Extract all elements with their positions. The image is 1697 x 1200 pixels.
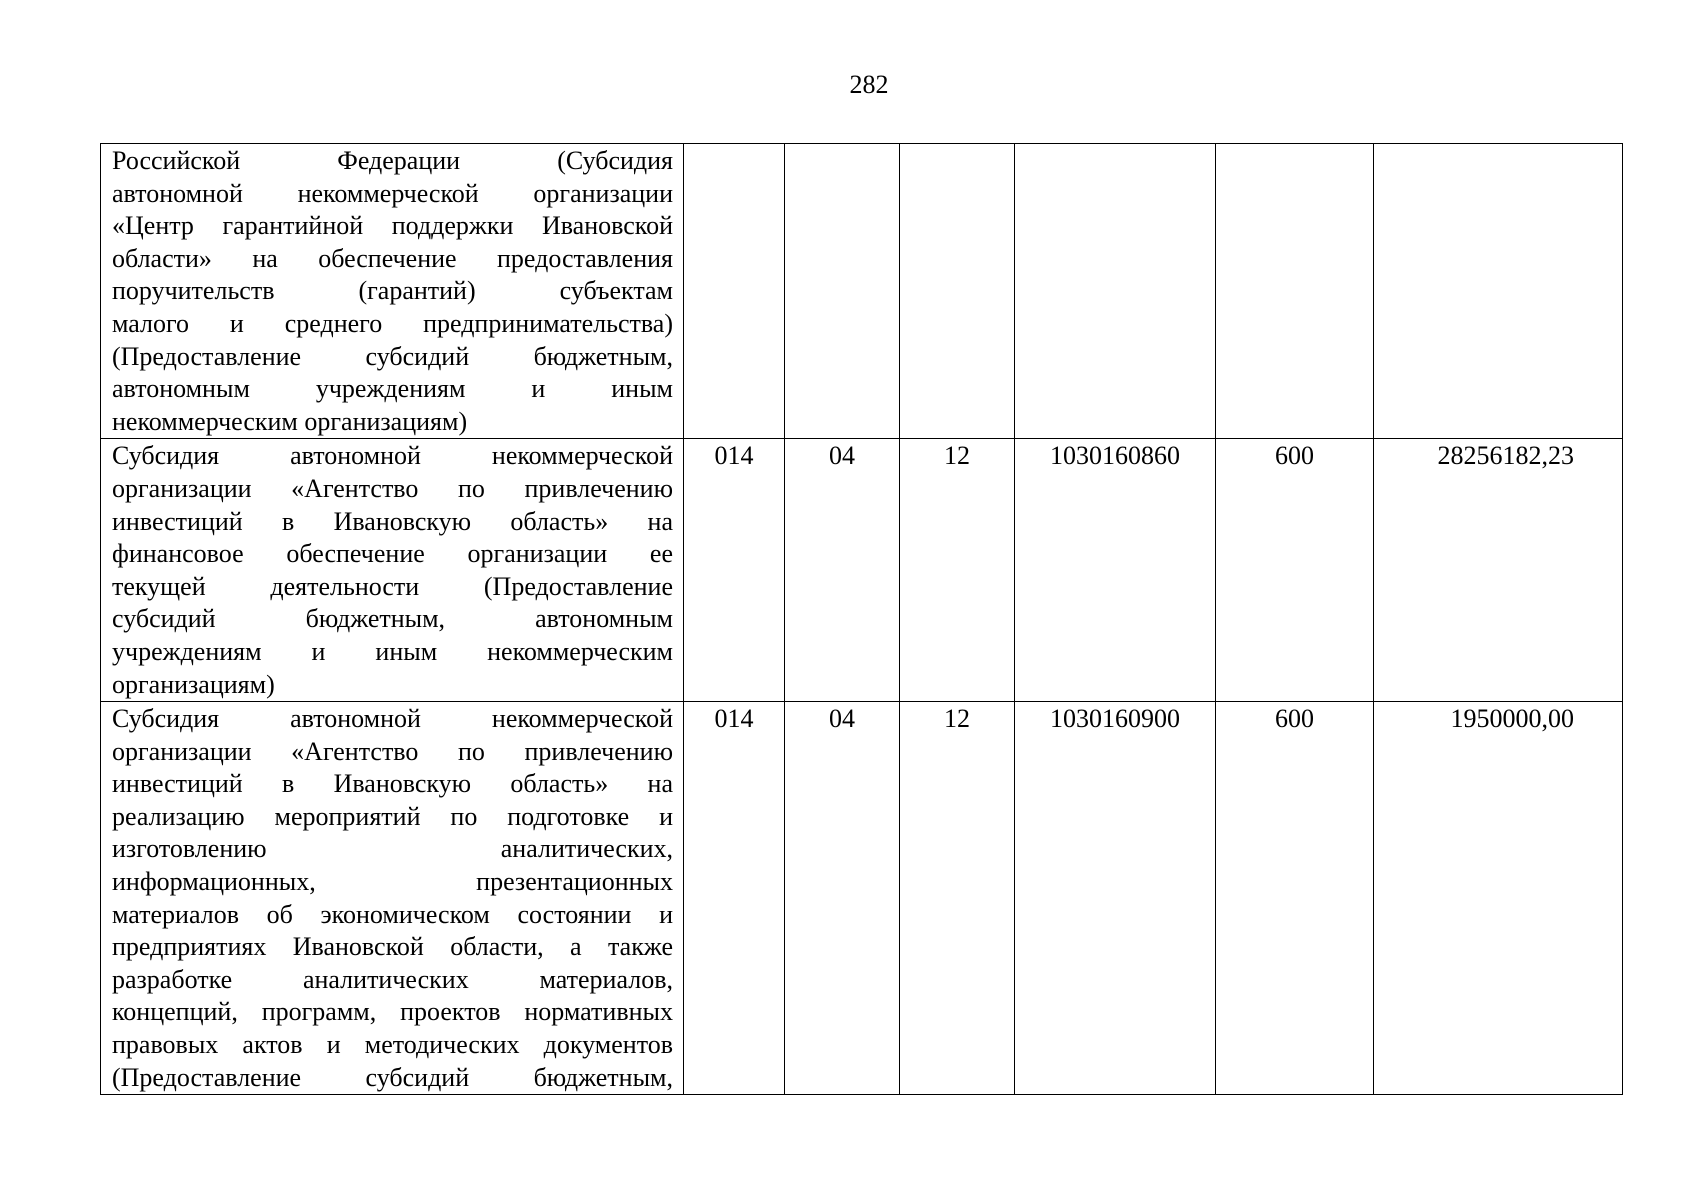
description-line: концепций, программ, проектов нормативных: [112, 997, 673, 1027]
expense-type-cell: [1216, 144, 1374, 439]
description-line: (Предоставление субсидий бюджетным,: [112, 1062, 673, 1092]
table-row: [101, 144, 1623, 439]
page-number: 282: [849, 70, 889, 99]
ministry-code-cell: 014: [684, 439, 785, 702]
target-article-cell: [1015, 144, 1216, 439]
description-line: автономным учреждениям и иным: [112, 374, 673, 404]
section-code-cell: [785, 144, 900, 439]
description-line: информационных, презентационных: [112, 867, 673, 897]
description-line: инвестиций в Ивановскую область» на: [112, 769, 673, 799]
target-article-cell: 1030160900: [1015, 702, 1216, 1095]
table-row: [101, 439, 1623, 702]
section-code-cell: 04: [785, 702, 900, 1095]
table-row: [101, 702, 1623, 1095]
description-cell: [101, 439, 684, 702]
description-line: текущей деятельности (Предоставление: [112, 571, 673, 601]
subsection-code-cell: 12: [900, 439, 1015, 702]
description-line: поручительств (гарантий) субъектам: [112, 276, 673, 306]
description-line: реализацию мероприятий по подготовке и: [112, 801, 673, 831]
description-line: организации «Агентство по привлечению: [112, 473, 673, 503]
description-line: Российской Федерации (Субсидия: [112, 146, 673, 175]
ministry-code-cell: 014: [684, 702, 785, 1095]
expense-type-cell: 600: [1216, 702, 1374, 1095]
description-line: правовых актов и методических документов: [112, 1030, 673, 1060]
subsection-code-cell: 12: [900, 702, 1015, 1095]
description-line: автономной некоммерческой организации: [112, 178, 673, 208]
budget-table: [100, 143, 1623, 1095]
amount-cell: 1950000,00: [1374, 702, 1623, 1095]
description-line: организациям): [112, 669, 275, 699]
description-line: Субсидия автономной некоммерческой: [112, 441, 673, 471]
description-line: изготовлению аналитических,: [112, 834, 673, 864]
description-line: материалов об экономическом состоянии и: [112, 899, 673, 929]
description-cell: [101, 144, 684, 439]
target-article-cell: 1030160860: [1015, 439, 1216, 702]
description-line: инвестиций в Ивановскую область» на: [112, 506, 673, 536]
ministry-code-cell: [684, 144, 785, 439]
description-line: Субсидия автономной некоммерческой: [112, 704, 673, 734]
description-line: некоммерческим организациям): [112, 406, 468, 436]
description-line: «Центр гарантийной поддержки Ивановской: [112, 211, 673, 241]
amount-cell: 28256182,23: [1374, 439, 1623, 702]
description-line: предприятиях Ивановской области, а также: [112, 932, 673, 962]
description-line: финансовое обеспечение организации ее: [112, 539, 673, 569]
section-code-cell: 04: [785, 439, 900, 702]
description-line: организации «Агентство по привлечению: [112, 736, 673, 766]
description-line: разработке аналитических материалов,: [112, 964, 673, 994]
description-line: (Предоставление субсидий бюджетным,: [112, 341, 673, 371]
description-line: области» на обеспечение предоставления: [112, 243, 673, 273]
description-line: малого и среднего предпринимательства): [112, 308, 673, 338]
amount-cell: [1374, 144, 1623, 439]
description-cell: [101, 702, 684, 1095]
description-line: субсидий бюджетным, автономным: [112, 604, 673, 634]
expense-type-cell: 600: [1216, 439, 1374, 702]
description-line: учреждениям и иным некоммерческим: [112, 636, 673, 666]
subsection-code-cell: [900, 144, 1015, 439]
